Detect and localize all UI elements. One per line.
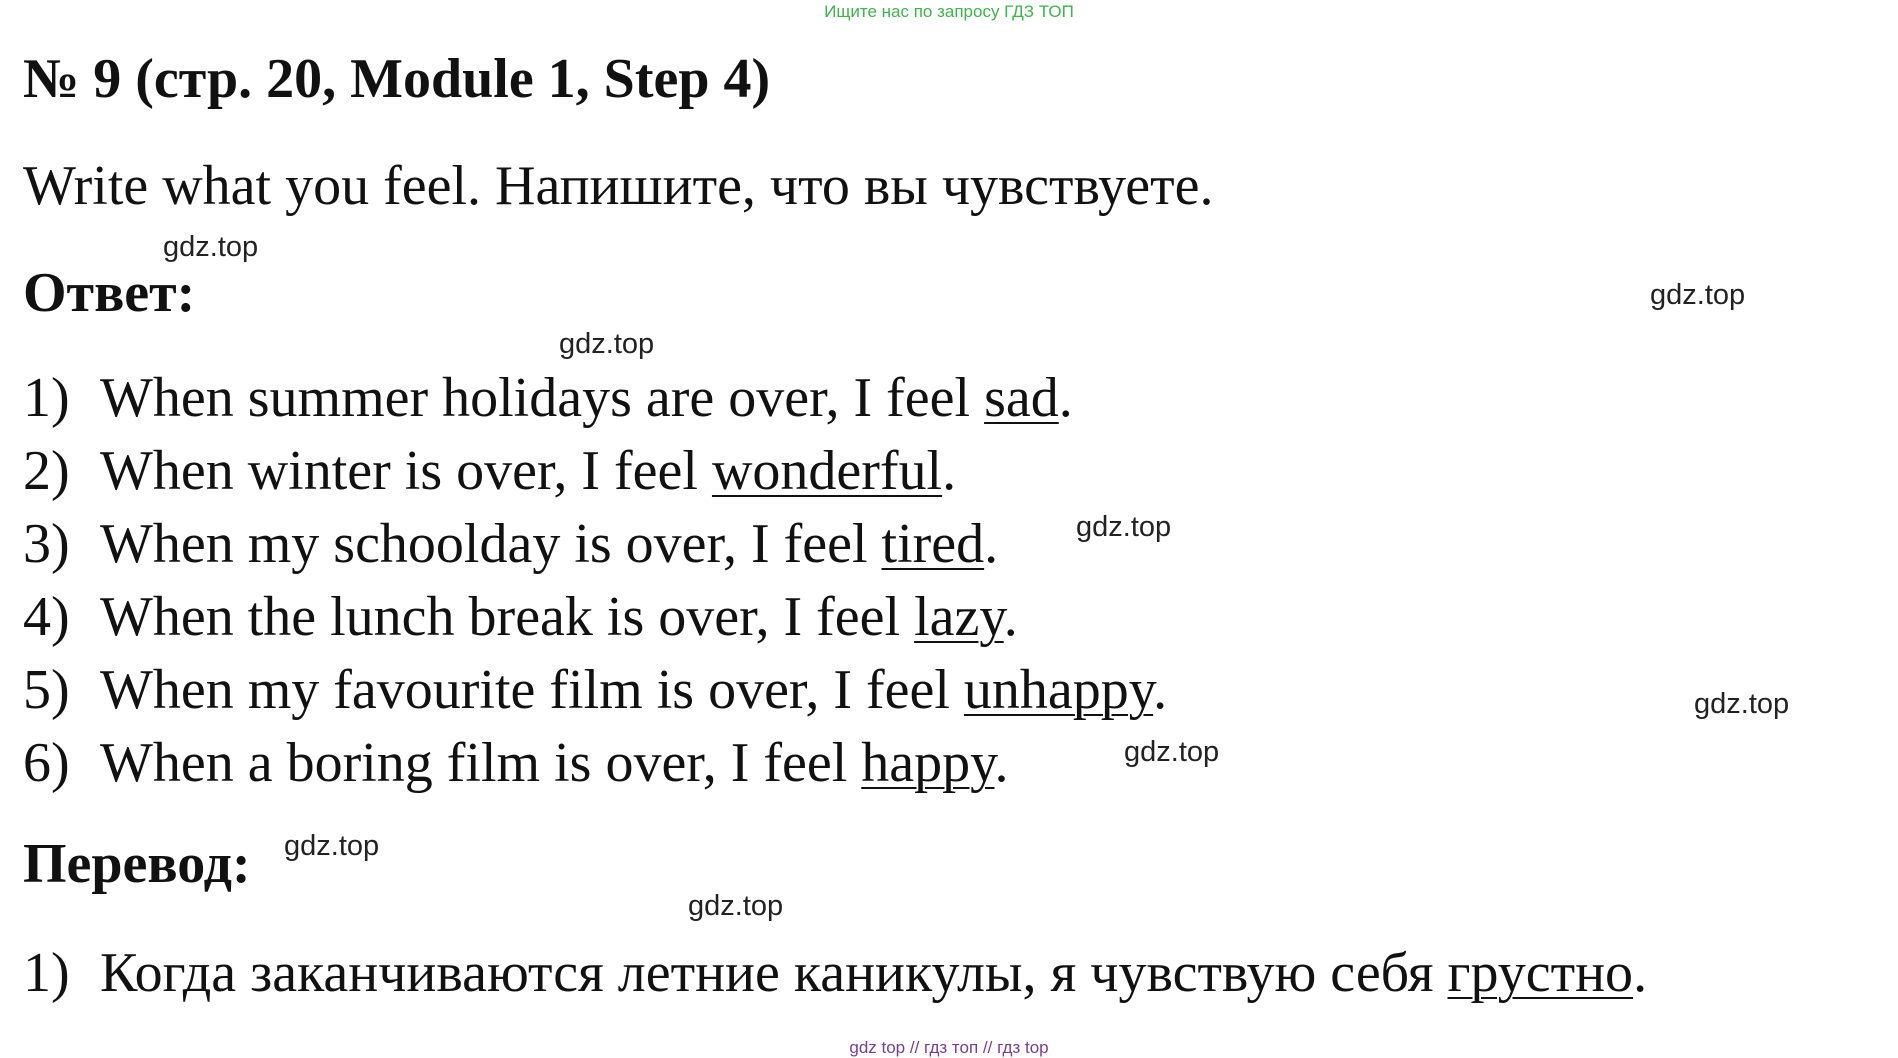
translation-word: грустно: [1447, 942, 1634, 1004]
watermark: gdz.top: [559, 328, 655, 360]
answer-item: [23, 435, 1167, 508]
answer-word: sad: [984, 367, 1059, 429]
translation-item: [23, 937, 1647, 1010]
answer-word: tired: [881, 513, 985, 575]
watermark: gdz.top: [1124, 736, 1220, 768]
watermark: gdz.top: [688, 890, 784, 922]
answer-text: When winter is over, I feel: [100, 440, 712, 502]
footer-link-gdz-top-ru[interactable]: гдз топ: [924, 1038, 979, 1057]
answer-end: .: [942, 440, 957, 502]
footer-links: [0, 1038, 1898, 1058]
footer-separator: //: [982, 1038, 993, 1057]
translation-heading: Перевод:: [23, 833, 251, 895]
answer-item: [23, 581, 1167, 654]
answer-text: When the lunch break is over, I feel: [100, 586, 915, 648]
translation-number: 1): [23, 942, 70, 1004]
answer-word: lazy: [914, 586, 1004, 648]
task-text: Write what you feel. Напишите, что вы чувствуете.: [23, 155, 1214, 217]
answer-item: [23, 727, 1167, 800]
answer-word: wonderful: [711, 440, 943, 502]
answers-list: [23, 362, 1167, 800]
answer-end: .: [984, 513, 999, 575]
watermark: gdz.top: [284, 830, 380, 862]
answer-item: [23, 362, 1167, 435]
footer-link-gdz-top[interactable]: gdz top: [849, 1038, 906, 1057]
answer-number: 3): [23, 513, 70, 575]
answer-text: When my favourite film is over, I feel: [100, 659, 964, 721]
watermark: gdz.top: [163, 231, 259, 263]
answer-end: .: [994, 732, 1009, 794]
translation-list: [23, 937, 1647, 1010]
answer-item: [23, 654, 1167, 727]
answer-end: .: [1003, 586, 1018, 648]
footer-separator: //: [909, 1038, 920, 1057]
answer-item: [23, 508, 1167, 581]
translation-text: Когда заканчиваются летние каникулы, я чувствую себя: [100, 942, 1448, 1004]
answer-number: 2): [23, 440, 70, 502]
answer-text: When my schoolday is over, I feel: [100, 513, 882, 575]
answer-text: When summer holidays are over, I feel: [100, 367, 985, 429]
answer-text: When a boring film is over, I feel: [100, 732, 862, 794]
watermark: gdz.top: [1650, 279, 1746, 311]
watermark: gdz.top: [1694, 688, 1790, 720]
answer-end: .: [1058, 367, 1073, 429]
translation-end: .: [1633, 942, 1648, 1004]
answer-end: .: [1153, 659, 1168, 721]
top-banner: Ищите нас по запросу ГДЗ ТОП: [824, 2, 1074, 21]
answer-number: 4): [23, 586, 70, 648]
answer-word: unhappy: [963, 659, 1154, 721]
page-title: № 9 (стр. 20, Module 1, Step 4): [23, 48, 771, 110]
answer-number: 1): [23, 367, 70, 429]
answer-number: 5): [23, 659, 70, 721]
answer-heading: Ответ:: [23, 262, 196, 324]
footer-link-gdz-top-mixed[interactable]: гдз top: [997, 1038, 1049, 1057]
watermark: gdz.top: [1076, 511, 1172, 543]
answer-word: happy: [861, 732, 995, 794]
answer-number: 6): [23, 732, 70, 794]
